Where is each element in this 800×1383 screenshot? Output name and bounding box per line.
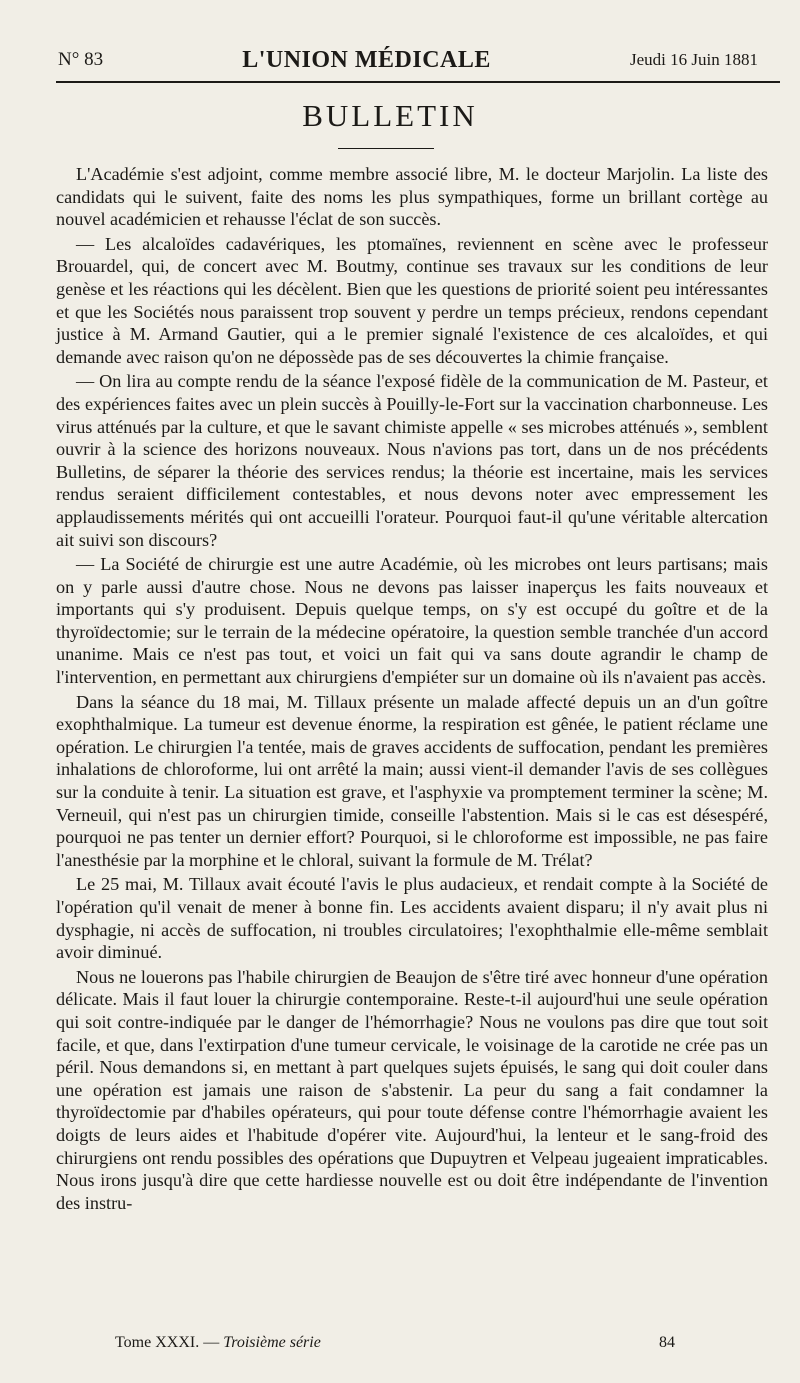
paragraph: Nous ne louerons pas l'habile chirurgien de Beaujon de s'être tiré avec honneur d'une opération délicate. Mais il faut louer la chirurgie contemporaine. Reste-t-il aujourd'hui une seule opération qui soit contre-indiquée par le danger de l'hémorrhagie? Nous ne voulons pas dire que tout soit facile, et que, dans l'extirpation d'une tumeur cervicale, le voisinage de la carotide ne crée pas un péril. Nous demandons si, en mettant à part quelques sujets épuisés, le sang qui doit couler dans une opération est jamais une raison de s'abstenir. La peur du sang a fait condamner la thyroïdectomie par d'habiles opérateurs, qui pour toute défense contre l'hémorrhagie avaient les doigts de leurs aides et l'habitude d'opérer vite. Aujourd'hui, la lenteur et le sang-froid des chirurgiens ont rendu possibles des opérations que Dupuytren et Velpeau jugeaient impraticables. Nous irons jusqu'à dire que cette hardiesse nouvelle est ou doit être indépendante de l'invention des instru- [56,966,768,1213]
page-header [58,40,758,80]
paragraph: Dans la séance du 18 mai, M. Tillaux présente un malade affecté depuis un an d'un goître exophthalmique. La tumeur est devenue énorme, la respiration est gênée, le patient réclame une opération. Le chirurgien l'a tentée, mais de graves accidents de suffocation, pendant les premières inhalations de chloroforme, lui ont arrêté la main; aussi vient-il demander l'avis de ses collègues sur la conduite à tenir. La situation est grave, et l'asphyxie va promptement terminer la scène; M. Verneuil, qui n'est pas un chirurgien timide, conseille l'abstention. Mais si le cas est désespéré, pourquoi ne pas tenter un dernier effort? Pourquoi, si le chloroforme est impossible, ne pas faire l'anesthésie par la morphine et le chloral, suivant la formule de M. Trélat? [56,691,768,870]
article-body [56,163,768,1216]
paragraph: — Les alcaloïdes cadavériques, les ptomaïnes, reviennent en scène avec le professeur Brouardel, qui, de concert avec M. Boutmy, continue ses travaux sur les conditions de leur genèse et les réactions qui les décèlent. Bien que les questions de priorité soient peu intéressantes et que les Sociétés nous paraissent trop souvent y perdre un temps précieux, rendons cependant justice à M. Armand Gautier, qui a le premier signalé l'existence de ces alcaloïdes, et qui demande avec raison qu'on ne dépossède pas de ses découvertes la chimie française. [56,233,768,367]
title-rule [338,148,434,149]
issue-number: N° 83 [58,49,104,70]
paragraph: — On lira au compte rendu de la séance l'exposé fidèle de la communication de M. Pasteur, et des expériences faites avec un plein succès à Pouilly-le-Fort sur la vaccination charbonneuse. Les virus atténués par la culture, et que le savant chimiste appelle « ses microbes atténués », semblent ouvrir à la science des horizons nouveaux. Nous n'avions pas tort, dans un de nos précédents Bulletins, de séparer la théorie des services rendus; la théorie est incertaine, mais les services rendus seraient difficilement contestables, et nous devons noter avec empressement les applaudissements mérités qui ont accueilli l'orateur. Pourquoi faut-il qu'une véritable altercation ait suivi son discours? [56,371,768,550]
page-footer [115,1334,675,1352]
journal-title: L'UNION MÉDICALE [242,46,491,73]
series-label: Troisième série [223,1334,321,1351]
paragraph: Le 25 mai, M. Tillaux avait écouté l'avis le plus audacieux, et rendait compte à la Société de l'opération qu'il venait de mener à bonne fin. Les accidents avaient disparu; il n'y avait plus ni dysphagie, ni accès de suffocation, ni troubles circulatoires; l'exophthalmie elle-même semblait avoir diminué. [56,874,768,963]
issue-date: Jeudi 16 Juin 1881 [630,50,758,69]
page-number: 84 [659,1334,675,1351]
volume-info [115,1334,321,1352]
volume-label: Tome XXXI. — [115,1334,224,1351]
section-title: BULLETIN [302,98,478,133]
header-rule [56,81,780,83]
paragraph: L'Académie s'est adjoint, comme membre associé libre, M. le docteur Marjolin. La liste des candidats qui le suivent, faite des noms les plus sympathiques, forme un brillant cortège au nouvel académicien et rehausse l'éclat de son succès. [56,164,768,230]
paragraph: — La Société de chirurgie est une autre Académie, où les microbes ont leurs partisans; mais on y parle aussi d'autre chose. Nous ne devons pas laisser inaperçus les faits nouveaux et importants qui s'y produisent. Depuis quelque temps, on s'y est occupé du goître et de la thyroïdectomie; sur le terrain de la médecine opératoire, la question semble tranchée d'un accord unanime. Mais ce n'est pas tout, et voici un fait qui va sans doute agrandir le champ de l'intervention, en permettant aux chirurgiens d'empiéter sur un domaine où ils n'avaient pas accès. [56,554,768,688]
